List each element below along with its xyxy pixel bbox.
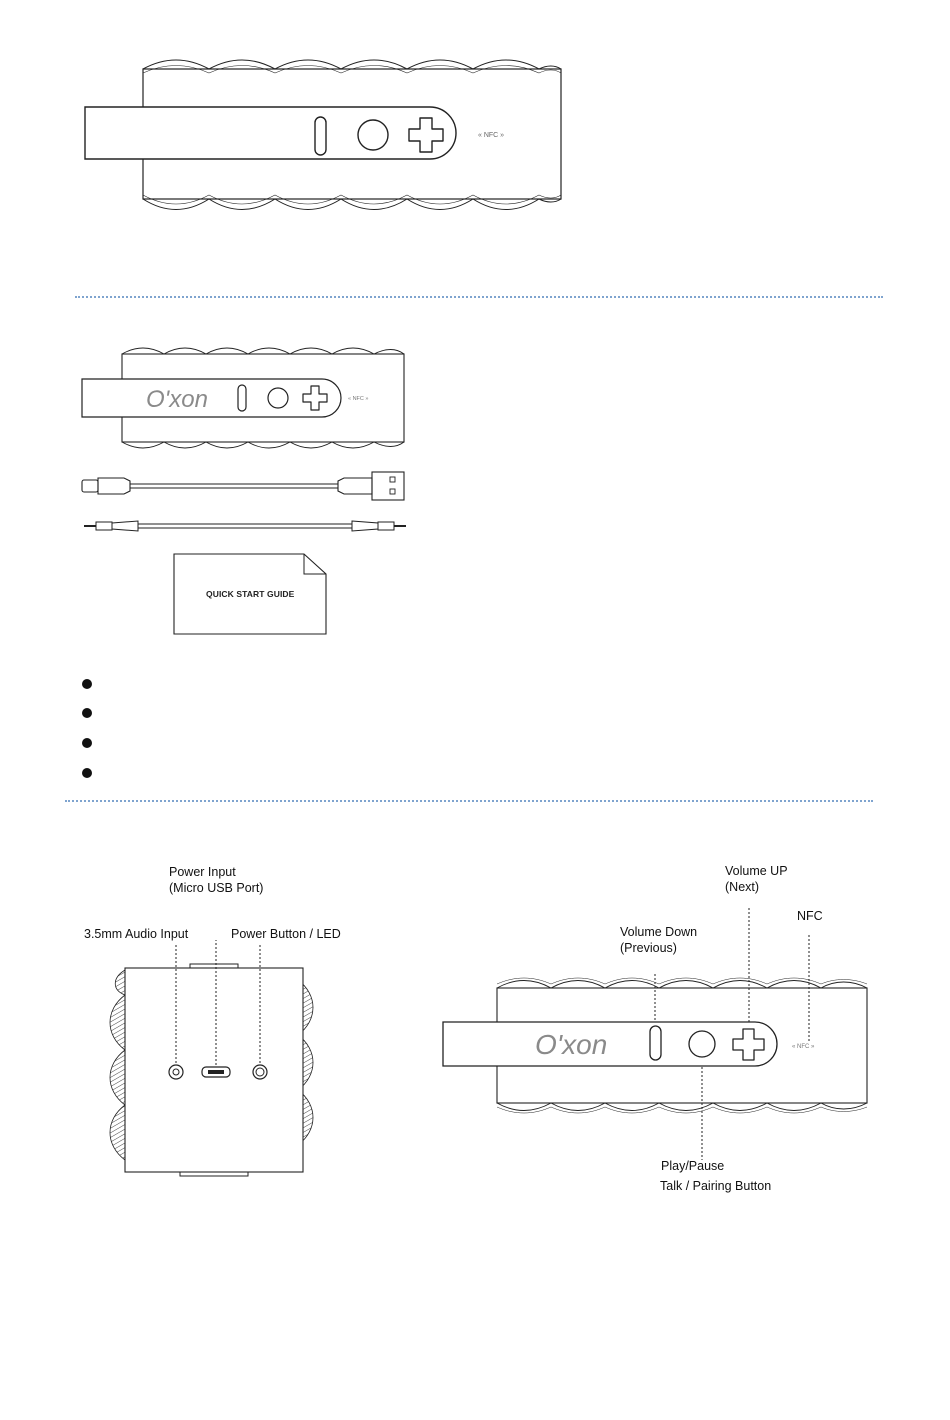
nfc-callout-label: NFC <box>797 909 823 923</box>
top-nfc-label: « NFC » <box>478 132 505 139</box>
volume-up-line2: (Next) <box>725 880 760 894</box>
volume-down-line1: Volume Down <box>620 925 698 939</box>
side-panel-illustration <box>100 940 320 1180</box>
audio-cable-illustration <box>80 516 420 536</box>
play-pause-label: Play/Pause <box>661 1159 725 1173</box>
bullet-1 <box>82 679 92 689</box>
power-input-line2: (Micro USB Port) <box>169 881 264 895</box>
section-divider-2 <box>65 800 873 802</box>
box-nfc-label: « NFC » <box>348 396 369 402</box>
box-speaker-illustration <box>80 340 420 455</box>
section-divider-1 <box>75 296 883 298</box>
power-button-label: Power Button / LED <box>231 927 341 941</box>
power-input-label <box>169 864 263 896</box>
front-nfc-small: « NFC » <box>792 1044 815 1050</box>
bullet-4 <box>82 768 92 778</box>
front-panel-illustration <box>440 880 880 1160</box>
power-input-line1: Power Input <box>169 865 236 879</box>
volume-up-line1: Volume UP <box>725 864 788 878</box>
front-logo: O'xon <box>535 1029 608 1060</box>
speaker-top-illustration <box>75 45 575 245</box>
volume-down-line2: (Previous) <box>620 941 677 955</box>
quick-start-guide-label: QUICK START GUIDE <box>206 589 295 599</box>
talk-pairing-label: Talk / Pairing Button <box>660 1179 772 1193</box>
audio-input-label: 3.5mm Audio Input <box>84 927 189 941</box>
box-logo: O'xon <box>146 386 208 413</box>
bullet-2 <box>82 708 92 718</box>
usb-cable-illustration <box>80 468 420 506</box>
bullet-3 <box>82 738 92 748</box>
